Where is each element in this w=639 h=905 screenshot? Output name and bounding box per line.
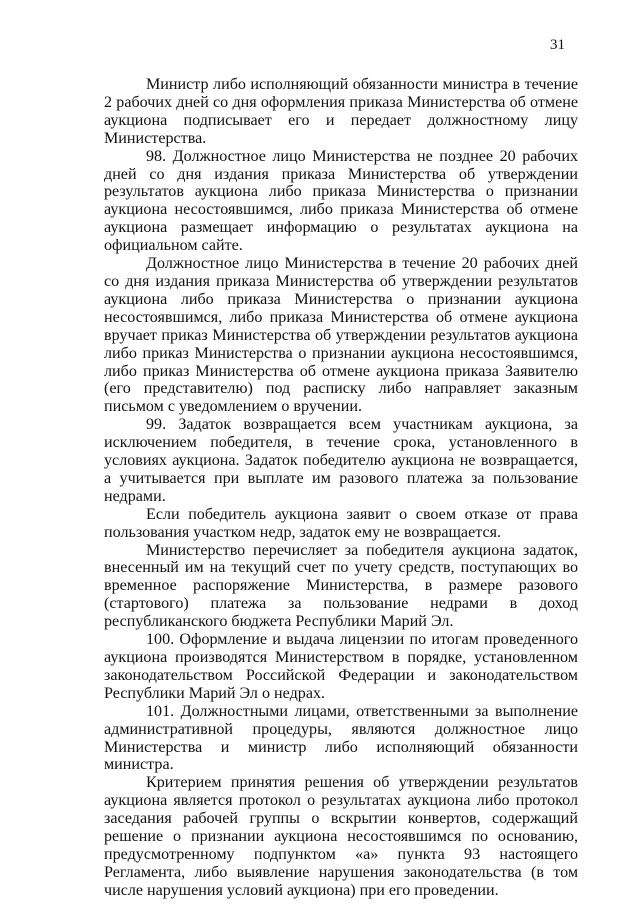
paragraph-99: 99. Задаток возвращается всем участникам аукциона, за исключением победителя, в течение срока, установленного в условиях аукциона. Задаток победителю аукциона не возвращается, а учитывается при выплате им разового платежа за пользование недрами. xyxy=(104,416,578,505)
page-number: 31 xyxy=(550,37,565,53)
paragraph-100: 100. Оформление и выдача лицензии по итогам проведенного аукциона производятся Министерством в порядке, установленном законодательством Российской Федерации и законодательством Республики Марий Эл о недрах. xyxy=(104,631,578,702)
paragraph-101-criterion: Критерием принятия решения об утверждении результатов аукциона является протокол о результатах аукциона либо протокол заседания рабочей группы о вскрытии конвертов, содержащий решение о признании аукциона несостоявшимся по основанию, предусмотренному подпунктом «а» пункта 93 настоящего Регламента, либо выявление нарушения законодательства (в том числе нарушения условий аукциона) при его проведении. xyxy=(104,774,578,899)
paragraph-99-transfer: Министерство перечисляет за победителя аукциона задаток, внесенный им на текущий счет по учету средств, поступающих во временное распоряжение Министерства, в размере разового (стартового) платежа за пользование недрами в доход республиканского бюджета Республики Марий Эл. xyxy=(104,541,578,631)
paragraph-101: 101. Должностными лицами, ответственными за выполнение административной процедуры, являются должностное лицо Министерства и министр либо исполняющий обязанности министра. xyxy=(104,702,578,774)
paragraph-98-delivery: Должностное лицо Министерства в течение 20 рабочих дней со дня издания приказа Министерства об утверждении результатов аукциона либо приказа Министерства о признании аукциона несостоявшимся, либо приказа Министерства об отмене аукциона вручает приказ Министерства об утверждении результатов аукциона либо приказ Министерства о признании аукциона несостоявшимся, либо приказ Министерства об отмене аукциона приказа Заявителю (его представителю) под расписку либо направляет заказным письмом с уведомлением о вручении. xyxy=(104,255,578,416)
document-body xyxy=(104,76,578,900)
paragraph-99-refusal: Если победитель аукциона заявит о своем отказе от права пользования участком недр, задаток ему не возвращается. xyxy=(104,505,578,541)
paragraph-98: 98. Должностное лицо Министерства не позднее 20 рабочих дней со дня издания приказа Министерства об утверждении результатов аукциона либо приказа Министерства о признании аукциона несостоявшимся, либо приказа Министерства об отмене аукциона размещает информацию о результатах аукциона на официальном сайте. xyxy=(104,147,578,255)
paragraph-minister-signs: Министр либо исполняющий обязанности министра в течение 2 рабочих дней со дня оформления приказа Министерства об отмене аукциона подписывает его и передает должностному лицу Министерства. xyxy=(104,76,578,147)
